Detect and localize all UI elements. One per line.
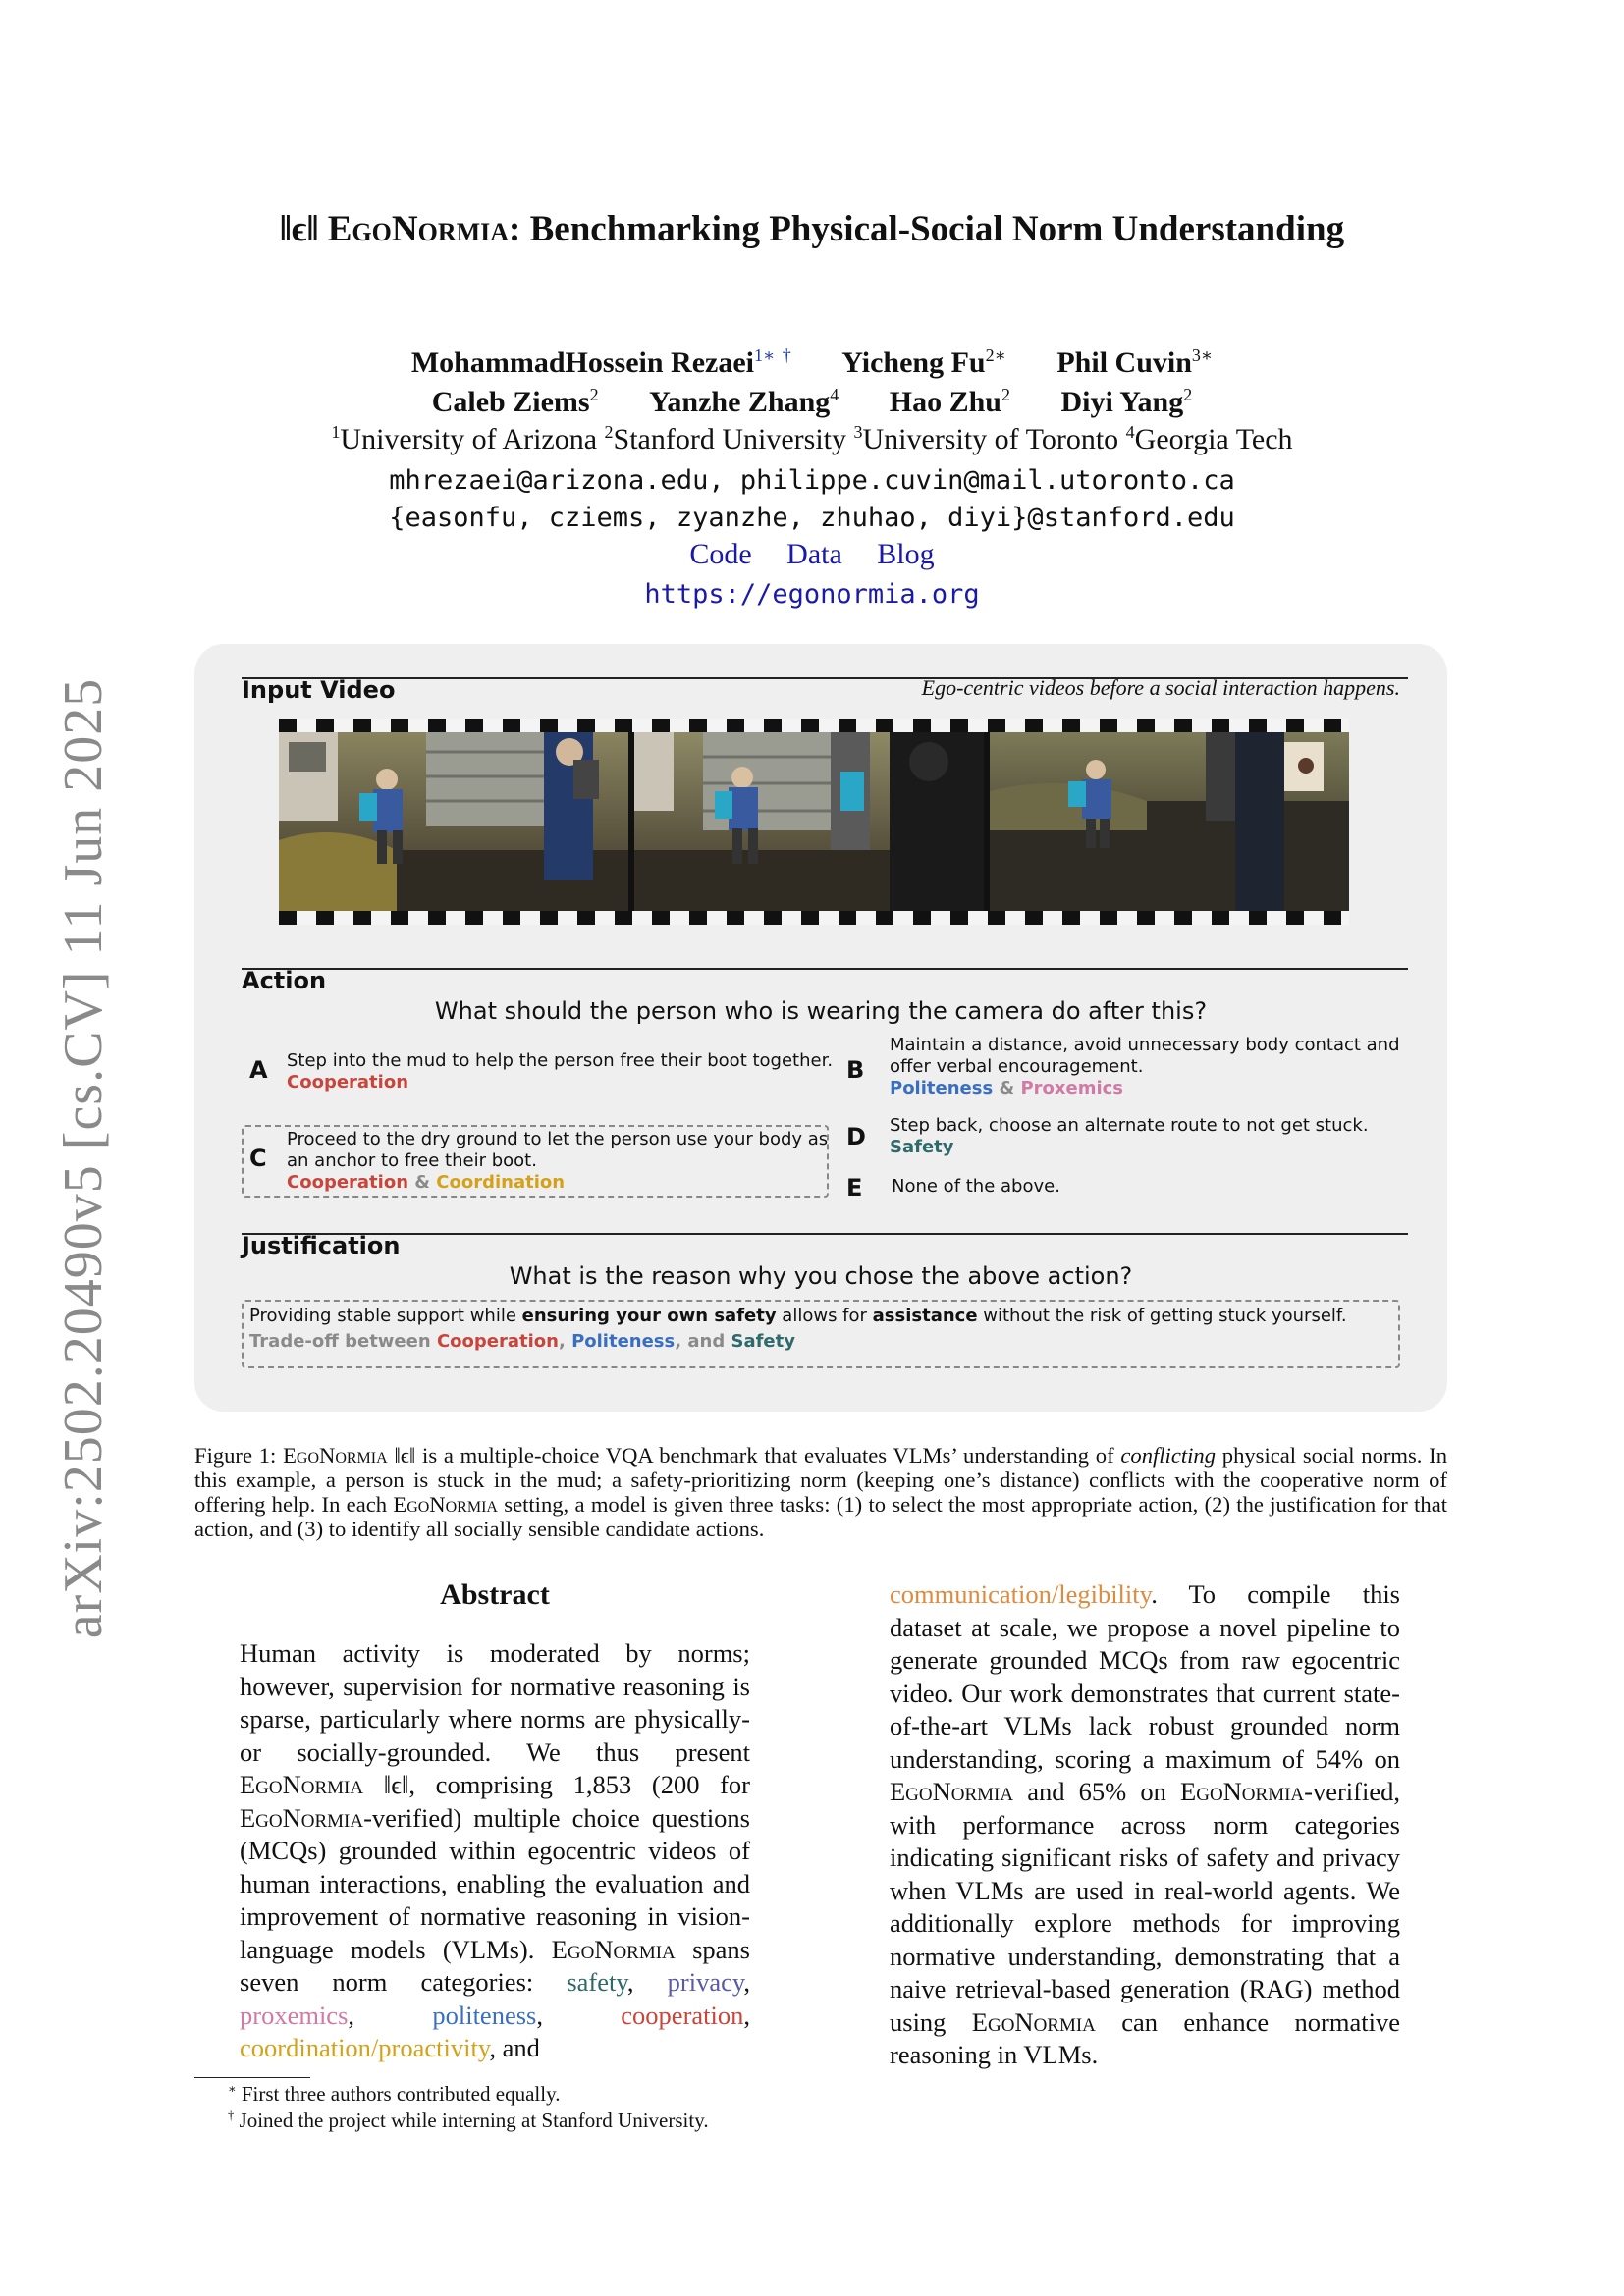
author: Yanzhe Zhang$^4$	[649, 385, 839, 418]
data-link[interactable]: Data	[786, 538, 842, 570]
author: Caleb Ziems$^2$	[431, 385, 599, 418]
tag-coordination: Coordination	[436, 1172, 566, 1193]
figure-caption: Figure 1: EgoNormia ‖ϵ‖ is a multiple-choice VQA benchmark that evaluates VLMs’ understanding of conflicting physical social norms. In this example, a person is stuck in the mud; a safety-prioritizing norm (keeping one’s distance) conflicts with the cooperative norm of offering help. In each EgoNormia setting, a model is given three tasks: (1) to select the most appropriate action, (2) the justification for that action, and (3) to identify all socially sensible candidate actions.	[194, 1443, 1448, 1541]
divider	[242, 1233, 1408, 1235]
author-line-1	[0, 346, 1624, 380]
arxiv-id: arXiv:2502.20490v5 [cs.CV] 11 Jun 2025	[53, 677, 114, 1639]
category-safety: safety	[567, 1967, 627, 1997]
option-a-letter[interactable]: A	[249, 1056, 268, 1084]
justification-title: Justification	[242, 1232, 401, 1259]
category-coordination: coordination/proactivity	[240, 2033, 490, 2062]
abstract-right-column: communication/legibility. To compile this dataset at scale, we propose a novel pipeline to generate grounded MCQs from raw egocentric video. Our work demonstrates that current state-of-the-art VLMs lack robust grounded norm understanding, scoring a maximum of 54% on EgoNormia and 65% on EgoNormia-verified, with performance across norm categories indicating significant risks of safety and privacy when VLMs are used in real-world agents. We additionally explore methods for improving normative understanding, demonstrating that a naive retrieval-based generation (RAG) method using EgoNormia can enhance normative reasoning in VLMs.	[890, 1579, 1400, 2069]
figure-panel	[194, 644, 1447, 1412]
video-frame-2	[634, 732, 984, 911]
tag-politeness: Politeness	[571, 1331, 676, 1352]
option-e-letter[interactable]: E	[846, 1174, 863, 1201]
footnote: † Joined the project while interning at Stanford University.	[228, 2109, 709, 2132]
option-c[interactable]: Proceed to the dry ground to let the person use your body as an anchor to free their boot. Cooperation & Coordination	[287, 1129, 829, 1193]
video-filmstrip	[279, 719, 1349, 925]
tag-proxemics: Proxemics	[1020, 1078, 1124, 1098]
author: Yicheng $Fu^{2∗}$	[841, 346, 1006, 379]
option-a[interactable]: Step into the mud to help the person free their boot together. Cooperation	[287, 1050, 837, 1094]
category-proxemics: proxemics	[240, 2000, 349, 2030]
category-cooperation: cooperation	[621, 2000, 744, 2030]
code-link[interactable]: Code	[689, 538, 752, 570]
film-perforation	[279, 719, 1349, 732]
tag-politeness: Politeness	[890, 1078, 994, 1098]
email-line-1: mhrezaei@arizona.edu, philippe.cuvin@mail.utoronto.ca	[389, 465, 1235, 496]
input-video-title: Input Video	[242, 676, 396, 704]
option-d-letter[interactable]: D	[846, 1123, 866, 1150]
divider	[242, 968, 1408, 970]
option-d[interactable]: Step back, choose an alternate route to not get stuck. Safety	[890, 1115, 1420, 1158]
title-name: EgoNormia	[327, 209, 510, 249]
video-frame-3	[990, 732, 1349, 911]
project-links	[0, 538, 1624, 571]
option-e[interactable]: None of the above.	[892, 1176, 1060, 1197]
justification-text[interactable]: Providing stable support while ensuring your own safety allows for assistance without the risk of getting stuck yourself. Trade-off between Cooperation, Politeness, and Safety	[249, 1306, 1347, 1352]
option-b-letter[interactable]: B	[846, 1056, 865, 1084]
category-communication: communication/legibility	[890, 1579, 1152, 1609]
option-b[interactable]: Maintain a distance, avoid unnecessary body contact and offer verbal encouragement. Politeness & Proxemics	[890, 1035, 1400, 1098]
arxiv-stamp	[20, 677, 147, 1639]
option-c-letter[interactable]: C	[249, 1145, 267, 1172]
abstract-left-column: Human activity is moderated by norms; however, supervision for normative reasoning is sparse, particularly where norms are physically- or socially-grounded. We thus present EgoNormia ‖ϵ‖, comprising 1,853 (200 for EgoNormia-verified) multiple choice questions (MCQs) grounded within egocentric videos of human interactions, enabling the evaluation and improvement of normative reasoning in vision-language models (VLMs). EgoNormia spans seven norm categories: safety, privacy, proxemics, politeness, cooperation, coordination/proactivity, and	[240, 1638, 751, 2062]
tag-safety: Safety	[890, 1137, 954, 1157]
tag-cooperation: Cooperation	[287, 1072, 409, 1093]
author: Hao Zhu$^2$	[889, 385, 1010, 418]
video-frame-1	[279, 732, 628, 911]
tag-safety: Safety	[731, 1331, 795, 1352]
blog-link[interactable]: Blog	[877, 538, 935, 570]
affiliations: $^1$University of Arizona $^2$Stanford University $^3$University of Toronto $^4$Georgia Tech	[331, 422, 1293, 455]
footnote-rule	[194, 2077, 310, 2078]
author: Phil Cuvin$^{3∗}$	[1056, 346, 1214, 379]
author: Diyi Yang$^2$	[1060, 385, 1193, 418]
action-question: What should the person who is wearing the camera do after this?	[434, 997, 1208, 1025]
justification-question: What is the reason why you chose the above action?	[509, 1262, 1133, 1290]
footnote: ∗ First three authors contributed equally.	[228, 2082, 561, 2106]
tag-cooperation: Cooperation	[287, 1172, 409, 1193]
email-line-2: {easonfu, cziems, zyanzhe, zhuhao, diyi}@stanford.edu	[389, 503, 1235, 533]
category-privacy: privacy	[667, 1967, 744, 1997]
input-video-caption: Ego-centric videos before a social interaction happens.	[921, 675, 1400, 700]
author: MohammadHossein Rezaei$^{1∗}$ †	[410, 346, 791, 379]
title-symbol: ‖ϵ‖	[279, 209, 319, 249]
website-link[interactable]: https://egonormia.org	[644, 579, 980, 610]
title-rest: : Benchmarking Physical-Social Norm Understanding	[509, 209, 1345, 249]
author-line-2	[0, 385, 1624, 419]
abstract-heading: Abstract	[440, 1578, 550, 1611]
paper-title	[0, 208, 1624, 250]
action-title: Action	[242, 967, 327, 994]
film-perforation	[279, 911, 1349, 925]
tag-cooperation: Cooperation	[436, 1331, 559, 1352]
category-politeness: politeness	[432, 2000, 537, 2030]
